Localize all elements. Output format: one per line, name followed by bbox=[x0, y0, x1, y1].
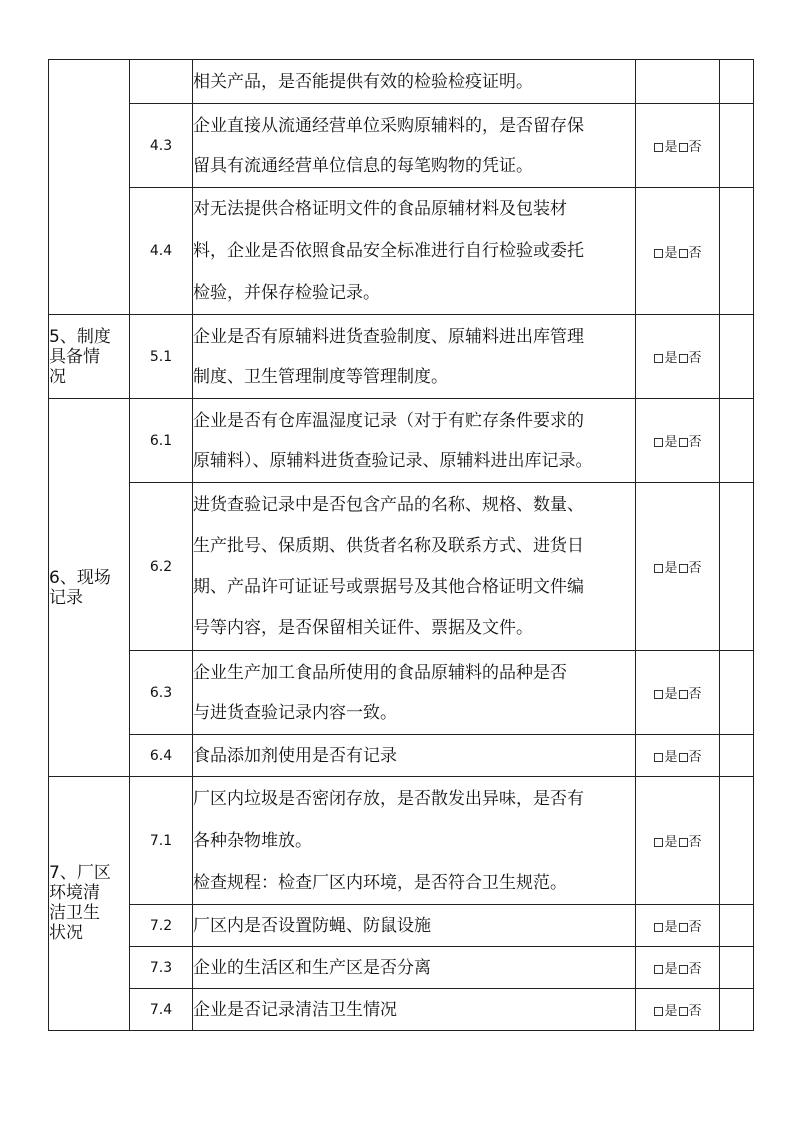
yes-label: 是 bbox=[664, 561, 678, 576]
item-number: 5.1 bbox=[130, 315, 193, 399]
item-content-line: 相关产品，是否能提供有效的检验检疫证明。 bbox=[193, 71, 533, 92]
yes-no-check-cell bbox=[636, 483, 720, 651]
no-checkbox[interactable] bbox=[679, 143, 688, 152]
yes-no-check-cell bbox=[636, 777, 720, 905]
table-row bbox=[49, 735, 754, 777]
item-content-line: 厂区内是否设置防蝇、防鼠设施 bbox=[193, 915, 431, 936]
category-label-line: 状况 bbox=[49, 923, 83, 943]
yes-label: 是 bbox=[664, 351, 678, 366]
table-row bbox=[49, 651, 754, 735]
item-number: 7.2 bbox=[130, 905, 193, 947]
remarks-cell bbox=[720, 315, 754, 399]
item-content-line: 企业的生活区和生产区是否分离 bbox=[193, 957, 431, 978]
category-label-line: 5、制度 bbox=[49, 326, 111, 347]
no-label: 否 bbox=[688, 1004, 702, 1019]
no-label: 否 bbox=[688, 962, 702, 977]
category-cell bbox=[49, 315, 130, 399]
table-row bbox=[49, 777, 754, 905]
yes-no-check-cell bbox=[636, 989, 720, 1031]
yes-no-check-cell bbox=[636, 399, 720, 483]
yes-no-check-cell bbox=[636, 188, 720, 315]
yes-label: 是 bbox=[664, 962, 678, 977]
item-content-line: 对无法提供合格证明文件的食品原辅材料及包装材 bbox=[193, 199, 567, 219]
item-content-line: 制度、卫生管理制度等管理制度。 bbox=[193, 366, 448, 387]
yes-no-check-cell bbox=[636, 947, 720, 989]
yes-checkbox[interactable] bbox=[654, 690, 663, 699]
item-content-line: 各种杂物堆放。 bbox=[193, 830, 312, 851]
item-content-line: 料，企业是否依照食品安全标准进行自行检验或委托 bbox=[193, 241, 584, 261]
no-label: 否 bbox=[688, 920, 702, 935]
category-label-line: 洁卫生 bbox=[49, 903, 100, 923]
yes-checkbox[interactable] bbox=[654, 838, 663, 847]
yes-no-check-cell bbox=[636, 905, 720, 947]
item-number: 6.1 bbox=[130, 399, 193, 483]
yes-label: 是 bbox=[664, 687, 678, 702]
remarks-cell bbox=[720, 483, 754, 651]
inspection-table bbox=[48, 59, 754, 1031]
item-content-line: 企业是否有原辅料进货查验制度、原辅料进出库管理 bbox=[193, 326, 584, 347]
yes-checkbox[interactable] bbox=[654, 564, 663, 573]
item-content bbox=[193, 315, 636, 399]
item-content-line: 企业是否有仓库温湿度记录（对于有贮存条件要求的 bbox=[193, 410, 584, 431]
table-row bbox=[49, 905, 754, 947]
remarks-cell bbox=[720, 989, 754, 1031]
category-label-line: 记录 bbox=[49, 587, 83, 608]
item-content bbox=[193, 399, 636, 483]
item-content-line: 检查规程：检查厂区内环境，是否符合卫生规范。 bbox=[193, 872, 567, 893]
remarks-cell bbox=[720, 60, 754, 104]
item-content-line: 企业生产加工食品所使用的食品原辅料的品种是否 bbox=[193, 662, 567, 683]
item-number: 7.3 bbox=[130, 947, 193, 989]
item-number: 7.4 bbox=[130, 989, 193, 1031]
item-content bbox=[193, 777, 636, 905]
remarks-cell bbox=[720, 735, 754, 777]
no-checkbox[interactable] bbox=[679, 838, 688, 847]
item-content-line: 原辅料）、原辅料进货查验记录、原辅料进出库记录。 bbox=[193, 450, 593, 471]
no-checkbox[interactable] bbox=[679, 923, 688, 932]
no-label: 否 bbox=[688, 435, 702, 450]
remarks-cell bbox=[720, 651, 754, 735]
remarks-cell bbox=[720, 777, 754, 905]
yes-no-check-cell bbox=[636, 735, 720, 777]
yes-checkbox[interactable] bbox=[654, 143, 663, 152]
item-content-line: 食品添加剂使用是否有记录 bbox=[193, 745, 397, 766]
category-label-line: 环境清 bbox=[49, 883, 100, 903]
table-row bbox=[49, 188, 754, 315]
item-content bbox=[193, 483, 636, 651]
yes-label: 是 bbox=[664, 920, 678, 935]
remarks-cell bbox=[720, 188, 754, 315]
no-checkbox[interactable] bbox=[679, 438, 688, 447]
item-content-line: 与进货查验记录内容一致。 bbox=[193, 702, 397, 723]
item-content bbox=[193, 905, 636, 947]
no-checkbox[interactable] bbox=[679, 753, 688, 762]
no-checkbox[interactable] bbox=[679, 354, 688, 363]
item-number: 7.1 bbox=[130, 777, 193, 905]
item-number: 4.4 bbox=[130, 188, 193, 315]
item-content bbox=[193, 104, 636, 188]
yes-checkbox[interactable] bbox=[654, 923, 663, 932]
item-content-line: 留具有流通经营单位信息的每笔购物的凭证。 bbox=[193, 155, 533, 176]
yes-no-check-cell bbox=[636, 315, 720, 399]
no-checkbox[interactable] bbox=[679, 564, 688, 573]
remarks-cell bbox=[720, 947, 754, 989]
table-row bbox=[49, 60, 754, 104]
yes-label: 是 bbox=[664, 245, 678, 261]
category-cell bbox=[49, 60, 130, 315]
remarks-cell bbox=[720, 399, 754, 483]
table-row bbox=[49, 947, 754, 989]
yes-checkbox[interactable] bbox=[654, 965, 663, 974]
item-number: 6.3 bbox=[130, 651, 193, 735]
yes-checkbox[interactable] bbox=[654, 438, 663, 447]
category-label-line: 具备情 bbox=[49, 346, 100, 367]
table-row bbox=[49, 483, 754, 651]
no-checkbox[interactable] bbox=[679, 690, 688, 699]
item-content bbox=[193, 989, 636, 1031]
item-content-line: 检验，并保存检验记录。 bbox=[193, 283, 380, 303]
no-label: 否 bbox=[688, 835, 702, 850]
table-row bbox=[49, 989, 754, 1031]
item-content bbox=[193, 947, 636, 989]
category-label-line: 7、厂区 bbox=[49, 863, 111, 883]
item-content-line: 企业直接从流通经营单位采购原辅料的，是否留存保 bbox=[193, 115, 584, 136]
no-checkbox[interactable] bbox=[679, 965, 688, 974]
item-content bbox=[193, 60, 636, 104]
item-content-line: 企业是否记录清洁卫生情况 bbox=[193, 999, 397, 1020]
item-content-line: 进货查验记录中是否包含产品的名称、规格、数量、 bbox=[193, 494, 584, 515]
no-label: 否 bbox=[688, 750, 702, 765]
item-content bbox=[193, 651, 636, 735]
item-content bbox=[193, 735, 636, 777]
item-content-line: 号等内容，是否保留相关证件、票据及文件。 bbox=[193, 617, 533, 638]
yes-label: 是 bbox=[664, 750, 678, 765]
category-label-line: 6、现场 bbox=[49, 567, 111, 588]
item-number: 6.4 bbox=[130, 735, 193, 777]
item-content-line: 生产批号、保质期、供货者名称及联系方式、进货日 bbox=[193, 535, 584, 556]
yes-label: 是 bbox=[664, 435, 678, 450]
no-label: 否 bbox=[688, 687, 702, 702]
yes-checkbox[interactable] bbox=[654, 753, 663, 762]
yes-label: 是 bbox=[664, 1004, 678, 1019]
no-checkbox[interactable] bbox=[679, 1007, 688, 1016]
remarks-cell bbox=[720, 905, 754, 947]
item-number bbox=[130, 60, 193, 104]
yes-checkbox[interactable] bbox=[654, 1007, 663, 1016]
yes-label: 是 bbox=[664, 140, 678, 155]
table-row bbox=[49, 315, 754, 399]
no-label: 否 bbox=[688, 140, 702, 155]
yes-no-check-cell bbox=[636, 104, 720, 188]
no-label: 否 bbox=[688, 351, 702, 366]
table-row bbox=[49, 399, 754, 483]
yes-no-check-cell bbox=[636, 60, 720, 104]
category-cell bbox=[49, 777, 130, 1031]
inspection-table-body bbox=[49, 60, 754, 1031]
yes-checkbox[interactable] bbox=[654, 249, 663, 258]
yes-checkbox[interactable] bbox=[654, 354, 663, 363]
no-label: 否 bbox=[688, 245, 702, 261]
item-content-line: 厂区内垃圾是否密闭存放，是否散发出异味，是否有 bbox=[193, 788, 584, 809]
yes-no-check-cell bbox=[636, 651, 720, 735]
table-row bbox=[49, 104, 754, 188]
no-label: 否 bbox=[688, 561, 702, 576]
item-number: 6.2 bbox=[130, 483, 193, 651]
yes-label: 是 bbox=[664, 835, 678, 850]
no-checkbox[interactable] bbox=[679, 249, 688, 258]
item-content bbox=[193, 188, 636, 315]
item-content-line: 期、产品许可证证号或票据号及其他合格证明文件编 bbox=[193, 576, 584, 597]
item-number: 4.3 bbox=[130, 104, 193, 188]
category-label-line: 况 bbox=[49, 366, 66, 387]
category-cell bbox=[49, 399, 130, 777]
remarks-cell bbox=[720, 104, 754, 188]
